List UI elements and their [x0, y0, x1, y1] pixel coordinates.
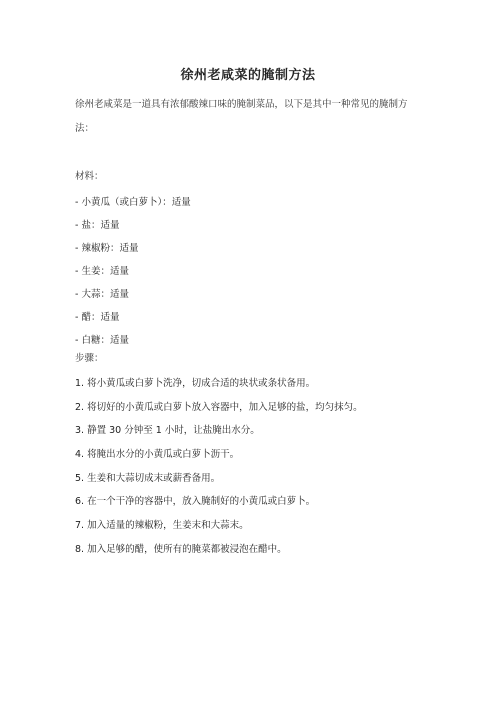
steps-list	[75, 377, 363, 567]
step-item: 8. 加入足够的醋，使所有的腌菜都被浸泡在醋中。	[75, 543, 287, 555]
step-item: 2. 将切好的小黄瓜或白萝卜放入容器中，加入足够的盐，均匀抹匀。	[75, 401, 363, 413]
intro-paragraph: 徐州老咸菜是一道具有浓郁酸辣口味的腌制菜品，以下是其中一种常见的腌制方法：	[75, 99, 408, 134]
material-item: - 大蒜：适量	[75, 289, 129, 300]
step-item: 3. 静置 30 分钟至 1 小时，让盐腌出水分。	[75, 425, 260, 437]
steps-heading: 步骤：	[75, 353, 104, 364]
materials-list	[75, 196, 191, 357]
materials-heading: 材料：	[75, 171, 104, 182]
material-item: - 小黄瓜（或白萝卜）：适量	[75, 197, 191, 208]
step-item: 6. 在一个干净的容器中，放入腌制好的小黄瓜或白萝卜。	[75, 496, 316, 508]
material-item: - 生姜：适量	[75, 266, 129, 277]
material-item: - 醋：适量	[75, 312, 120, 323]
material-item: - 白糖：适量	[75, 335, 129, 346]
step-item: 1. 将小黄瓜或白萝卜洗净，切成合适的块状或条状备用。	[75, 378, 316, 389]
document-title: 徐州老咸菜的腌制方法	[180, 68, 316, 83]
material-item: - 盐：适量	[75, 220, 120, 231]
material-item: - 辣椒粉：适量	[75, 243, 139, 254]
step-item: 4. 将腌出水分的小黄瓜或白萝卜沥干。	[75, 449, 240, 461]
step-item: 7. 加入适量的辣椒粉，生姜末和大蒜末。	[75, 520, 249, 532]
step-item: 5. 生姜和大蒜切成末或薪香备用。	[75, 472, 221, 484]
